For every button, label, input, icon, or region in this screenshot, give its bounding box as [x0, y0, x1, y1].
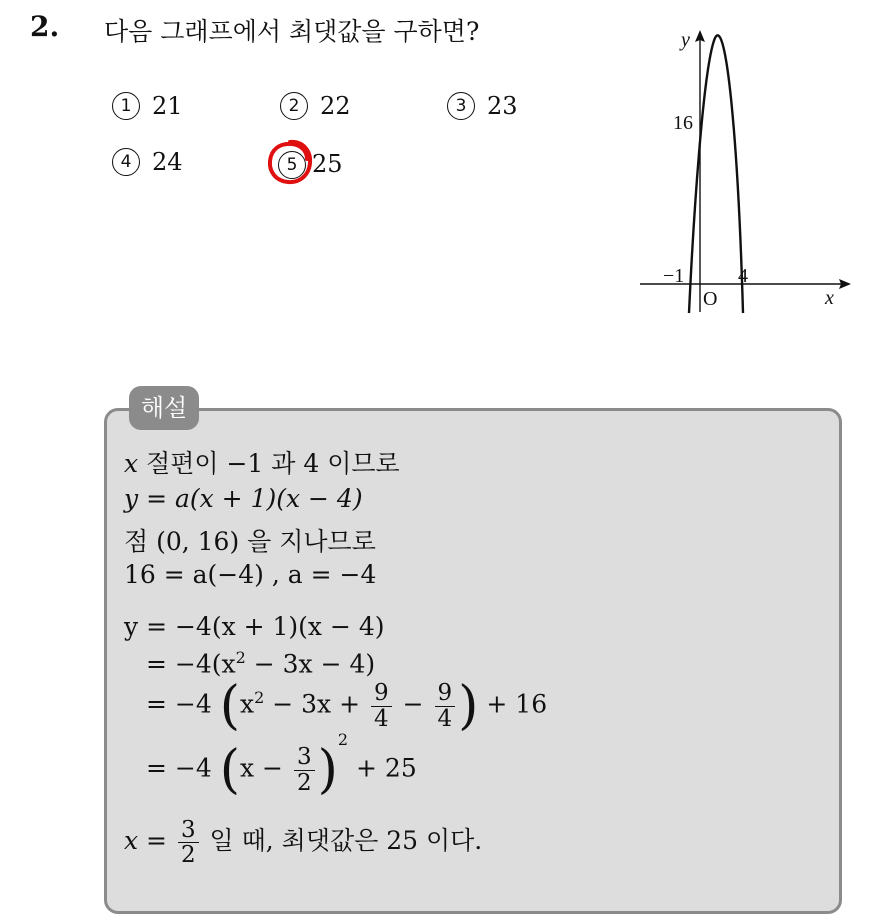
- choice-3[interactable]: [447, 92, 518, 120]
- x-variable: x: [124, 449, 139, 478]
- choice-2-mark: 2: [280, 92, 308, 120]
- origin-label: O: [703, 288, 718, 310]
- line-8-prefix: = −4: [146, 753, 212, 783]
- explanation-line-6: [146, 648, 375, 678]
- line-7-exponent: 2: [254, 688, 265, 708]
- x-axis-label: x: [825, 287, 834, 309]
- explanation-line-8: [146, 730, 417, 800]
- choice-1-mark: 1: [112, 92, 140, 120]
- choice-4-mark: 4: [112, 148, 140, 176]
- choice-3-value: 23: [487, 92, 518, 120]
- explanation-tag: 해설: [129, 386, 199, 430]
- choice-4[interactable]: [112, 148, 183, 176]
- line-1-text: 절편이 −1 과 4 이므로: [146, 449, 400, 478]
- choice-2-value: 22: [320, 92, 351, 120]
- parabola-curve: [689, 35, 743, 313]
- line-6-prefix: = −4(x: [146, 649, 236, 679]
- line-9-var: x =: [124, 826, 167, 856]
- line-7-minus: −: [402, 689, 424, 719]
- explanation-line-1: [124, 444, 400, 480]
- explanation-line-9: [124, 818, 482, 867]
- y-axis-label: y: [681, 29, 690, 51]
- question-text: 다음 그래프에서 최댓값을 구하면?: [104, 17, 480, 46]
- right-paren: ): [317, 740, 338, 800]
- explanation-line-5: y = −4(x + 1)(x − 4): [124, 612, 385, 641]
- explanation-line-7: [146, 676, 548, 736]
- y-intercept-label: 16: [673, 112, 693, 134]
- choice-5-value: 25: [312, 149, 343, 178]
- line-7-prefix: = −4: [146, 689, 212, 719]
- line-6-exponent: 2: [235, 648, 246, 667]
- choice-3-mark: 3: [447, 92, 475, 120]
- line-7-suffix: + 16: [486, 689, 548, 719]
- left-root-label: −1: [663, 265, 685, 287]
- left-paren: (: [219, 676, 240, 736]
- choice-1[interactable]: [112, 92, 183, 120]
- line-7-x: x: [240, 689, 255, 719]
- question-number: 2.: [30, 10, 60, 43]
- line-8-inner: x −: [240, 753, 283, 783]
- line-6-suffix: − 3x − 4): [245, 649, 376, 679]
- right-paren: ): [458, 676, 479, 736]
- line-9-text: 일 때, 최댓값은 25 이다.: [209, 826, 483, 856]
- choice-5[interactable]: [278, 148, 343, 179]
- fraction-3-2: $\frac{3}{2}$: [294, 745, 315, 794]
- fraction-3-2-answer: $\frac{3}{2}$: [178, 818, 199, 867]
- right-root-label: 4: [738, 265, 748, 287]
- line-8-exponent: 2: [337, 730, 349, 750]
- choice-4-value: 24: [152, 148, 183, 176]
- choice-2[interactable]: [280, 92, 351, 120]
- fraction-9-4-b: $\frac{9}{4}$: [435, 681, 456, 730]
- explanation-line-2: y = a(x + 1)(x − 4): [124, 484, 363, 513]
- choice-1-value: 21: [152, 92, 183, 120]
- explanation-line-4: 16 = a(−4) , a = −4: [124, 560, 377, 589]
- left-paren: (: [219, 740, 240, 800]
- line-8-suffix: + 25: [356, 753, 417, 783]
- choice-5-mark: 5: [278, 151, 306, 179]
- parabola-graph: [635, 26, 857, 318]
- line-7-inner: − 3x +: [264, 689, 361, 719]
- explanation-line-3: 점 (0, 16) 을 지나므로: [124, 527, 376, 556]
- fraction-9-4-a: $\frac{9}{4}$: [371, 681, 392, 730]
